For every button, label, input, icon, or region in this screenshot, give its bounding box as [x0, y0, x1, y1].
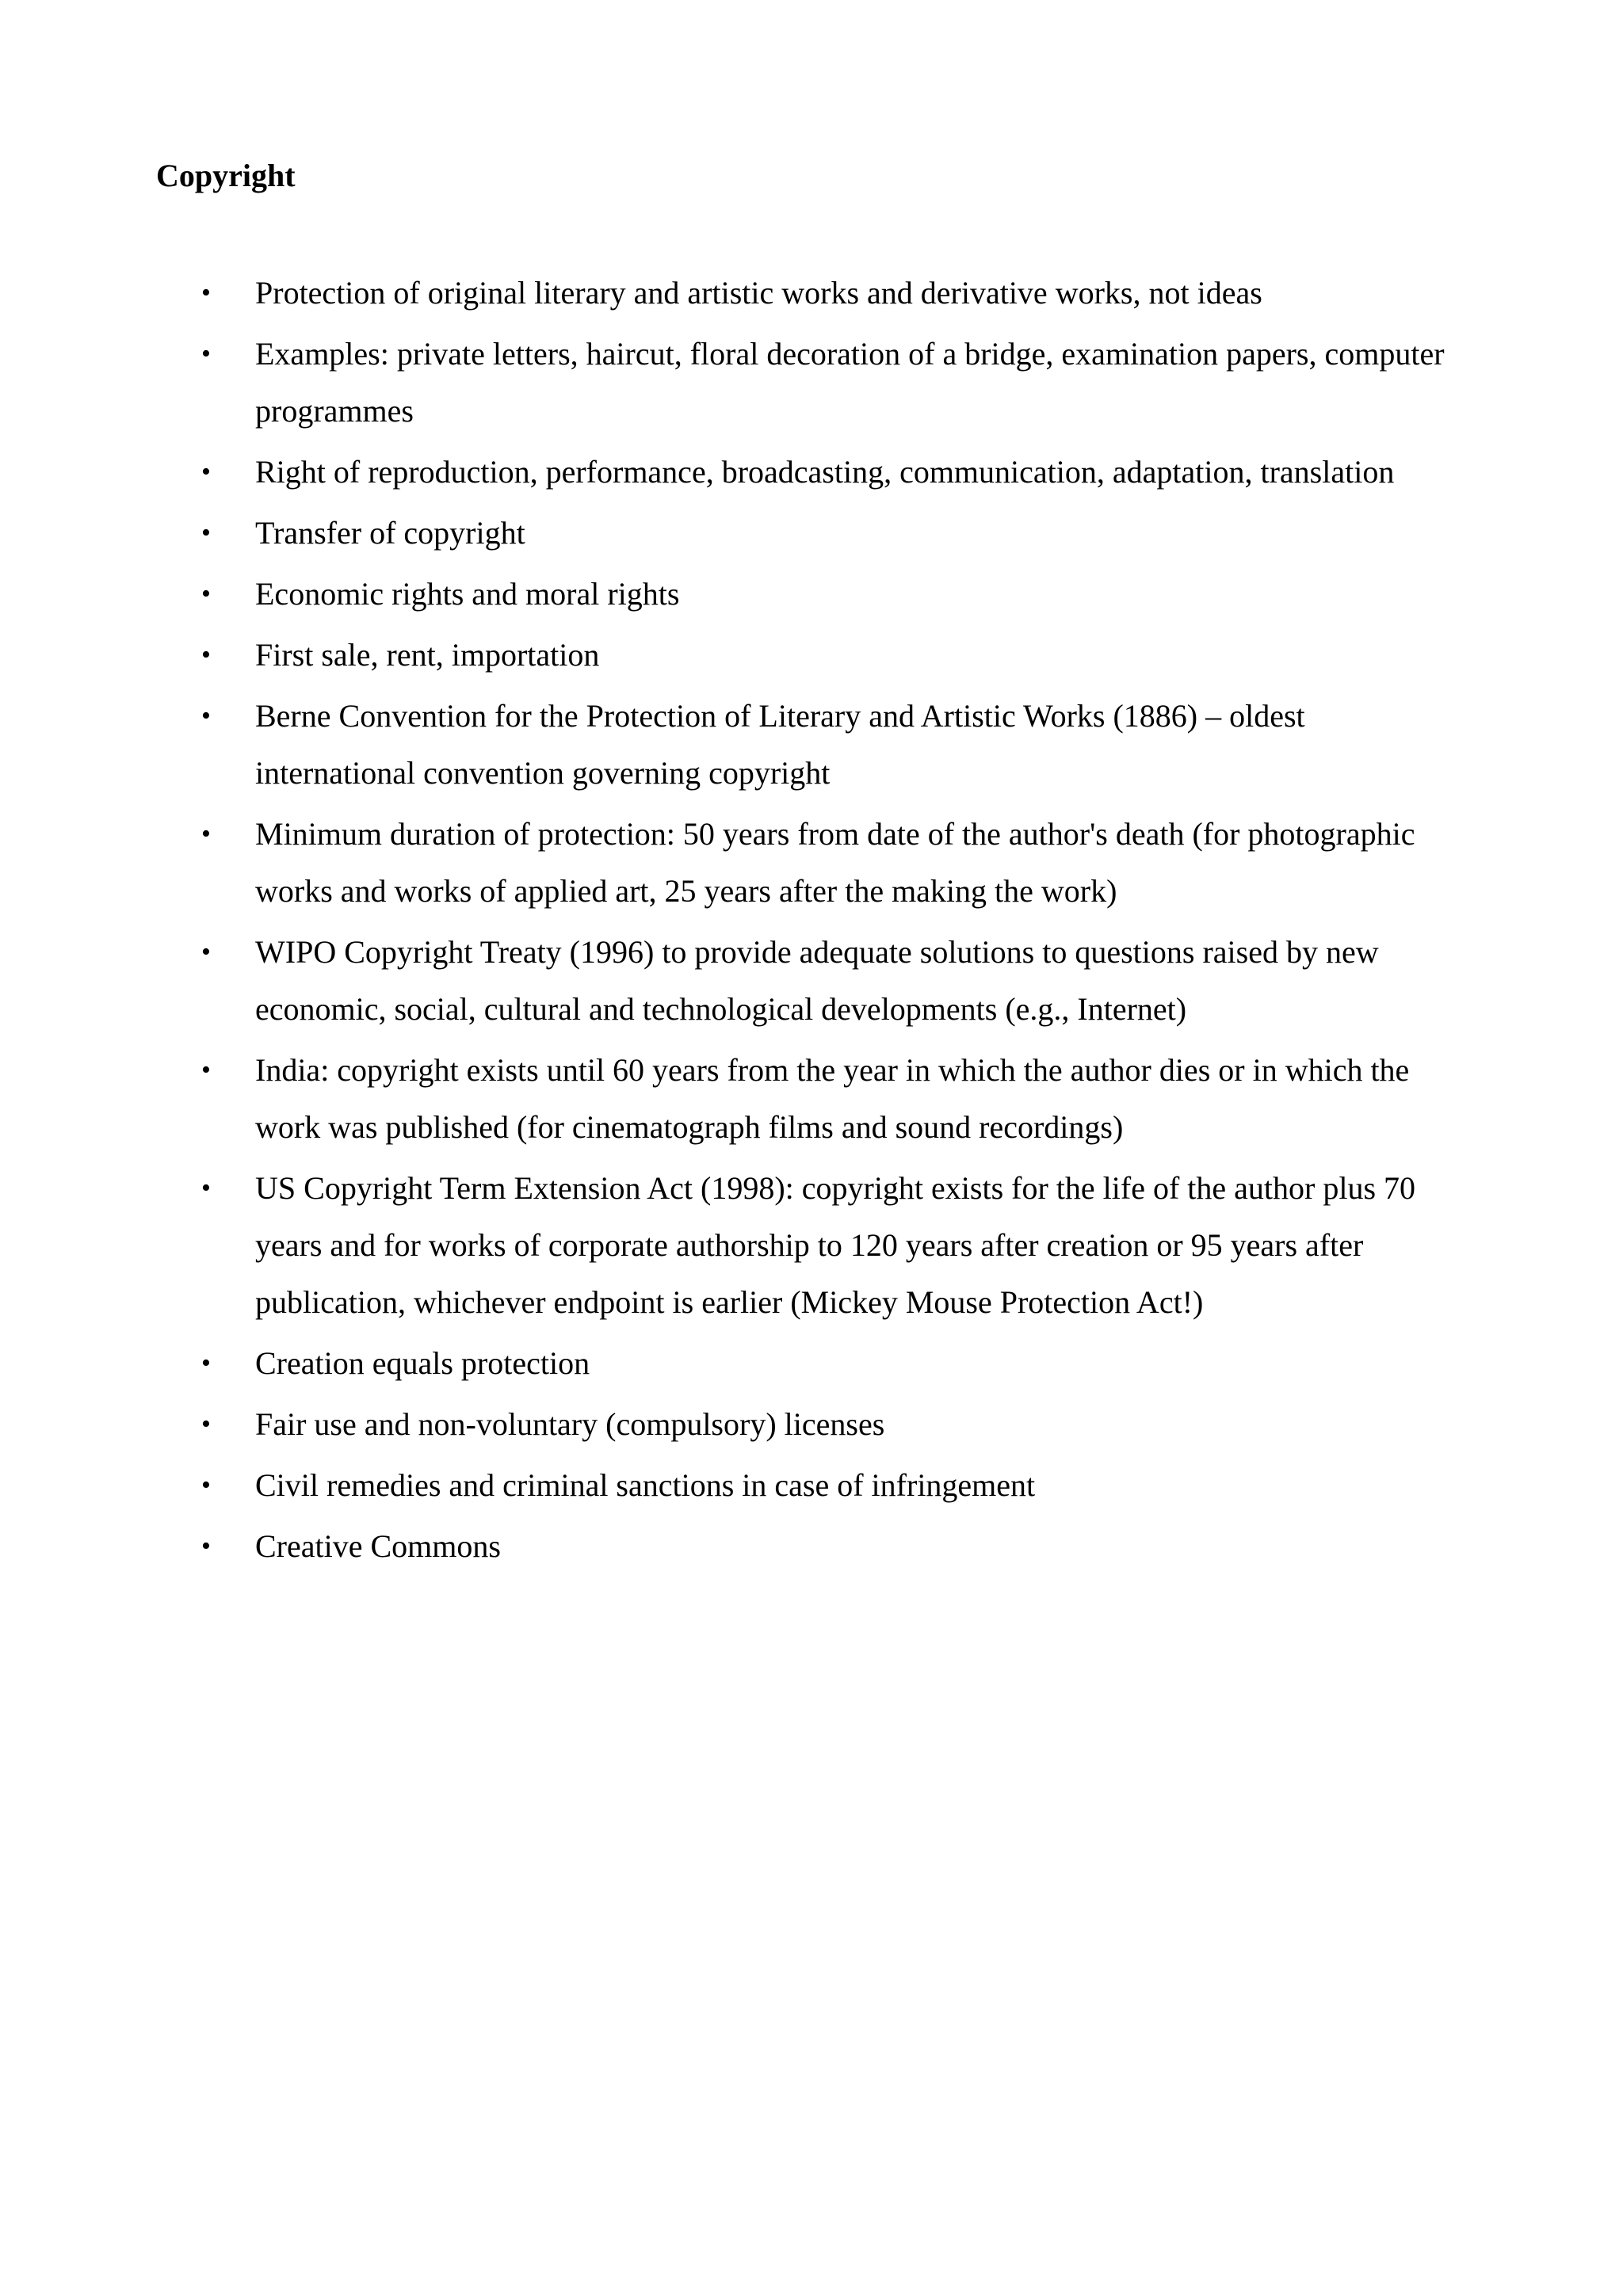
list-item-text: Examples: private letters, haircut, floral decoration of a bridge, examination papers, computer programmes: [255, 336, 1445, 429]
bullet-icon: •: [201, 1348, 211, 1378]
list-item: [0, 1160, 1468, 1331]
list-item-text: Protection of original literary and artistic works and derivative works, not ideas: [255, 275, 1262, 311]
list-item: [0, 627, 1468, 684]
list-item-text: Transfer of copyright: [255, 515, 525, 551]
bullet-list: [0, 265, 1623, 1579]
list-item-text: WIPO Copyright Treaty (1996) to provide adequate solutions to questions raised by new economic, social, cultural and technological developments (e.g., Internet): [255, 934, 1379, 1027]
list-item-text: US Copyright Term Extension Act (1998): copyright exists for the life of the author plus 70 years and for works of corporate authorship to 120 years after creation or 95 years after publication, whichever endpoint is earlier (Mickey Mouse Protection Act!): [255, 1170, 1416, 1320]
list-item-text: Right of reproduction, performance, broadcasting, communication, adaptation, translation: [255, 454, 1395, 490]
list-item-text: Creative Commons: [255, 1528, 501, 1564]
bullet-icon: •: [201, 701, 211, 730]
bullet-icon: •: [201, 1531, 211, 1561]
bullet-icon: •: [201, 518, 211, 547]
list-item: [0, 265, 1468, 322]
list-item-text: India: copyright exists until 60 years from the year in which the author dies or in which the work was published (for cinematograph films and sound recordings): [255, 1052, 1410, 1145]
list-item-text: Economic rights and moral rights: [255, 576, 680, 612]
list-item: [0, 806, 1468, 920]
bullet-icon: •: [201, 1055, 211, 1085]
page-title: Copyright: [156, 158, 296, 193]
bullet-icon: •: [201, 339, 211, 368]
bullet-icon: •: [201, 457, 211, 486]
bullet-icon: •: [201, 1470, 211, 1500]
bullet-icon: •: [201, 579, 211, 608]
list-item: [0, 505, 1468, 562]
list-item: [0, 1042, 1468, 1156]
bullet-icon: •: [201, 1173, 211, 1203]
list-item: [0, 1396, 1468, 1453]
bullet-icon: •: [201, 640, 211, 669]
list-item: [0, 1335, 1468, 1392]
list-item-text: Fair use and non-voluntary (compulsory) licenses: [255, 1406, 885, 1442]
list-item-text: First sale, rent, importation: [255, 637, 600, 673]
list-item: [0, 1518, 1468, 1575]
list-item: [0, 326, 1468, 440]
list-item: [0, 688, 1468, 802]
bullet-icon: •: [201, 278, 211, 307]
list-item-text: Minimum duration of protection: 50 years from date of the author's death (for photographic works and works of applied art, 25 years after the making the work): [255, 816, 1415, 909]
list-item-text: Berne Convention for the Protection of Literary and Artistic Works (1886) – oldest international convention governing copyright: [255, 698, 1305, 791]
bullet-icon: •: [201, 937, 211, 967]
list-item-text: Civil remedies and criminal sanctions in case of infringement: [255, 1467, 1036, 1503]
bullet-icon: •: [201, 819, 211, 849]
list-item: [0, 1457, 1468, 1514]
list-item: [0, 444, 1468, 501]
list-item-text: Creation equals protection: [255, 1345, 590, 1381]
bullet-icon: •: [201, 1409, 211, 1439]
list-item: [0, 924, 1468, 1038]
list-item: [0, 566, 1468, 623]
